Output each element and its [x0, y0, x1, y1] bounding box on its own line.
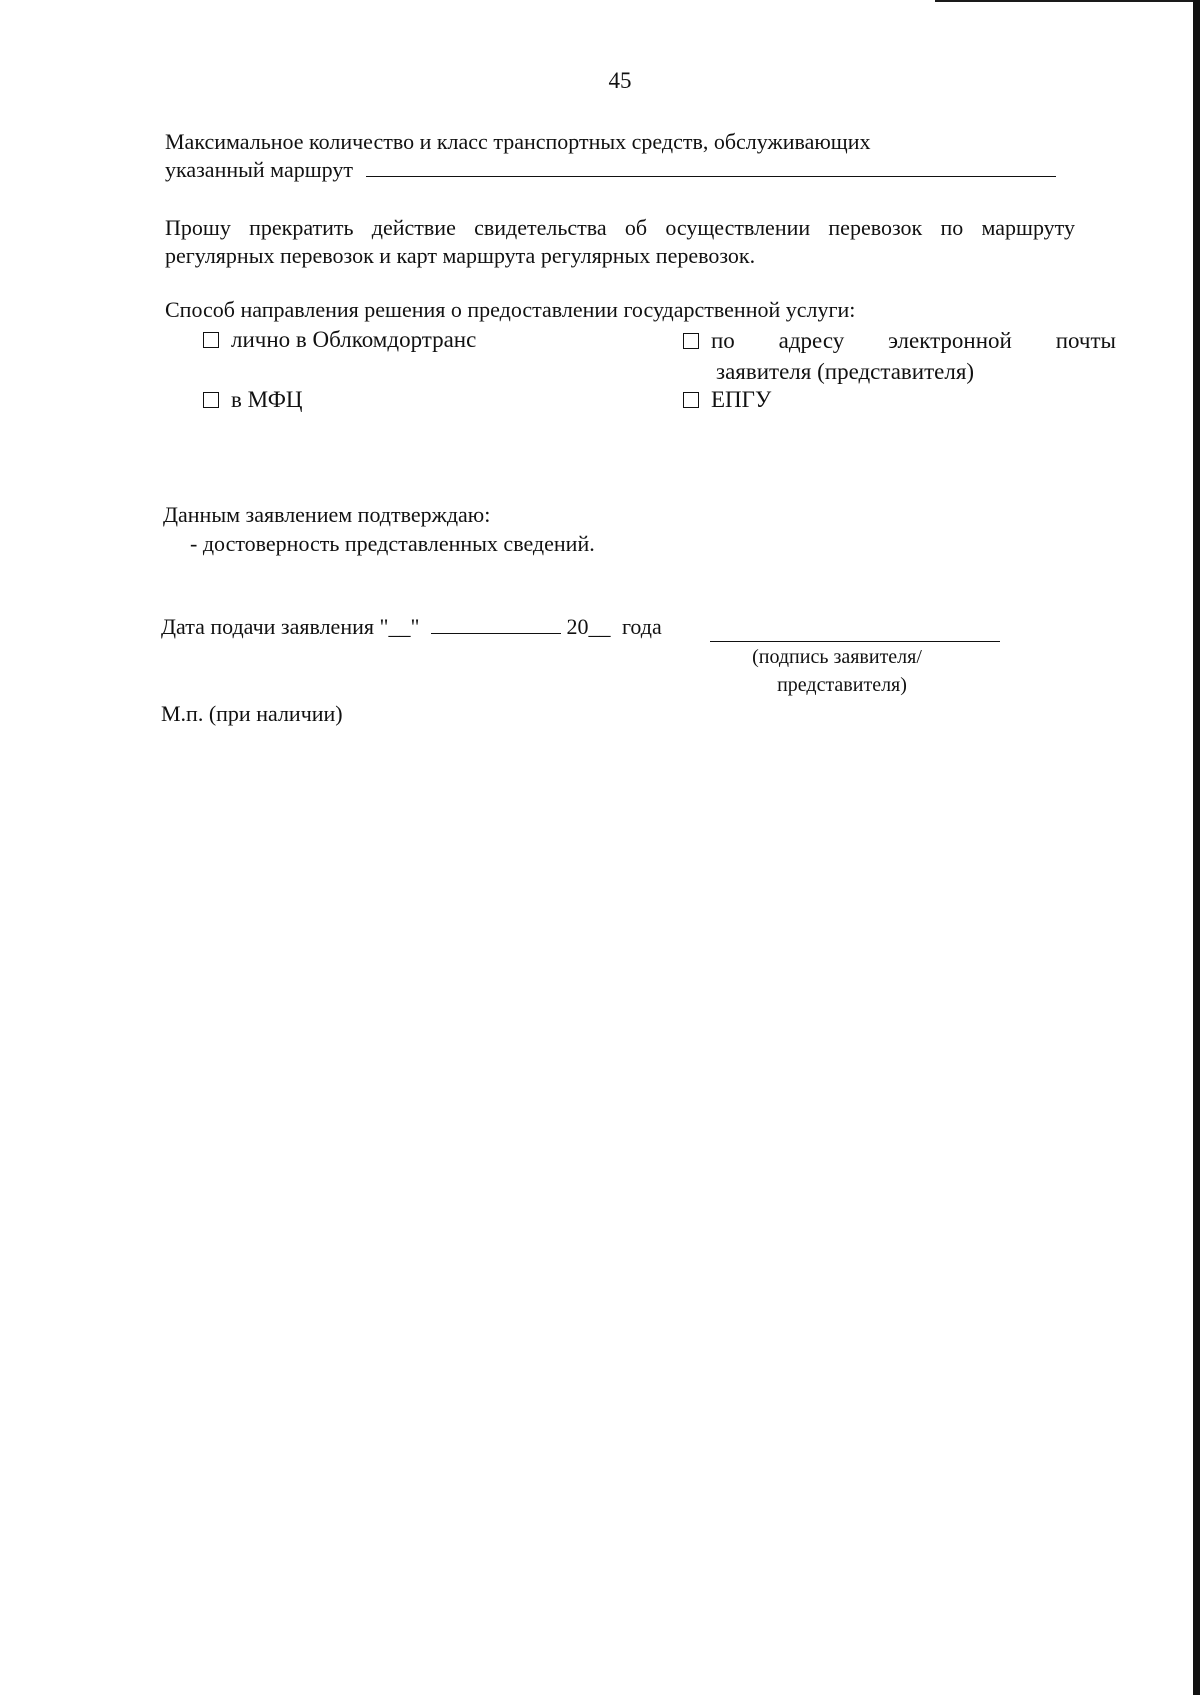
page-number: 45 [608, 68, 632, 93]
option-epgu[interactable] [683, 385, 771, 415]
option-email-label-line2: заявителя (представителя) [716, 359, 975, 384]
option-in-person[interactable] [203, 325, 476, 355]
request-line1: Прошу прекратить действие свидетельства об осуществлении перевозок по маршруту [165, 215, 1075, 240]
delivery-heading: Способ направления решения о предоставлении государственной услуги: [165, 297, 856, 322]
scan-edge-top [935, 0, 1200, 2]
checkbox-mfc[interactable] [203, 392, 219, 408]
option-email[interactable] [683, 326, 1116, 356]
submission-date-label: Дата подачи заявления "__" [161, 614, 420, 639]
checkbox-email[interactable] [683, 333, 699, 349]
option-email-word4: почты [1055, 328, 1116, 353]
submission-date-line [161, 613, 662, 641]
request-line2: регулярных перевозок и карт маршрута регулярных перевозок. [165, 243, 756, 268]
checkbox-epgu[interactable] [683, 392, 699, 408]
checkbox-in-person[interactable] [203, 332, 219, 348]
stamp-label: М.п. (при наличии) [161, 701, 343, 726]
option-mfc[interactable] [203, 385, 303, 415]
option-in-person-label: лично в Облкомдортранс [231, 327, 477, 352]
signature-field[interactable] [710, 641, 1000, 642]
confirmation-item: - достоверность представленных сведений. [190, 531, 595, 556]
option-email-word2: адресу [778, 328, 845, 353]
route-vehicles-field[interactable] [366, 156, 1056, 177]
signature-caption-line2: представителя) [777, 674, 907, 696]
vehicles-line2 [165, 156, 1056, 184]
option-epgu-label: ЕПГУ [711, 387, 772, 412]
option-email-first: по [683, 326, 735, 356]
scan-edge-right [1193, 0, 1200, 1695]
route-label: указанный маршрут [165, 157, 353, 182]
submission-year-suffix: года [621, 614, 662, 639]
option-mfc-label: в МФЦ [231, 387, 303, 412]
option-email-word3: электронной [888, 328, 1012, 353]
submission-month-field[interactable] [431, 613, 561, 634]
signature-caption-line1: (подпись заявителя/ [752, 646, 922, 668]
vehicles-line1: Максимальное количество и класс транспортных средств, обслуживающих [165, 129, 871, 154]
confirmation-heading: Данным заявлением подтверждаю: [163, 502, 491, 527]
submission-year: 20__ [566, 614, 611, 639]
